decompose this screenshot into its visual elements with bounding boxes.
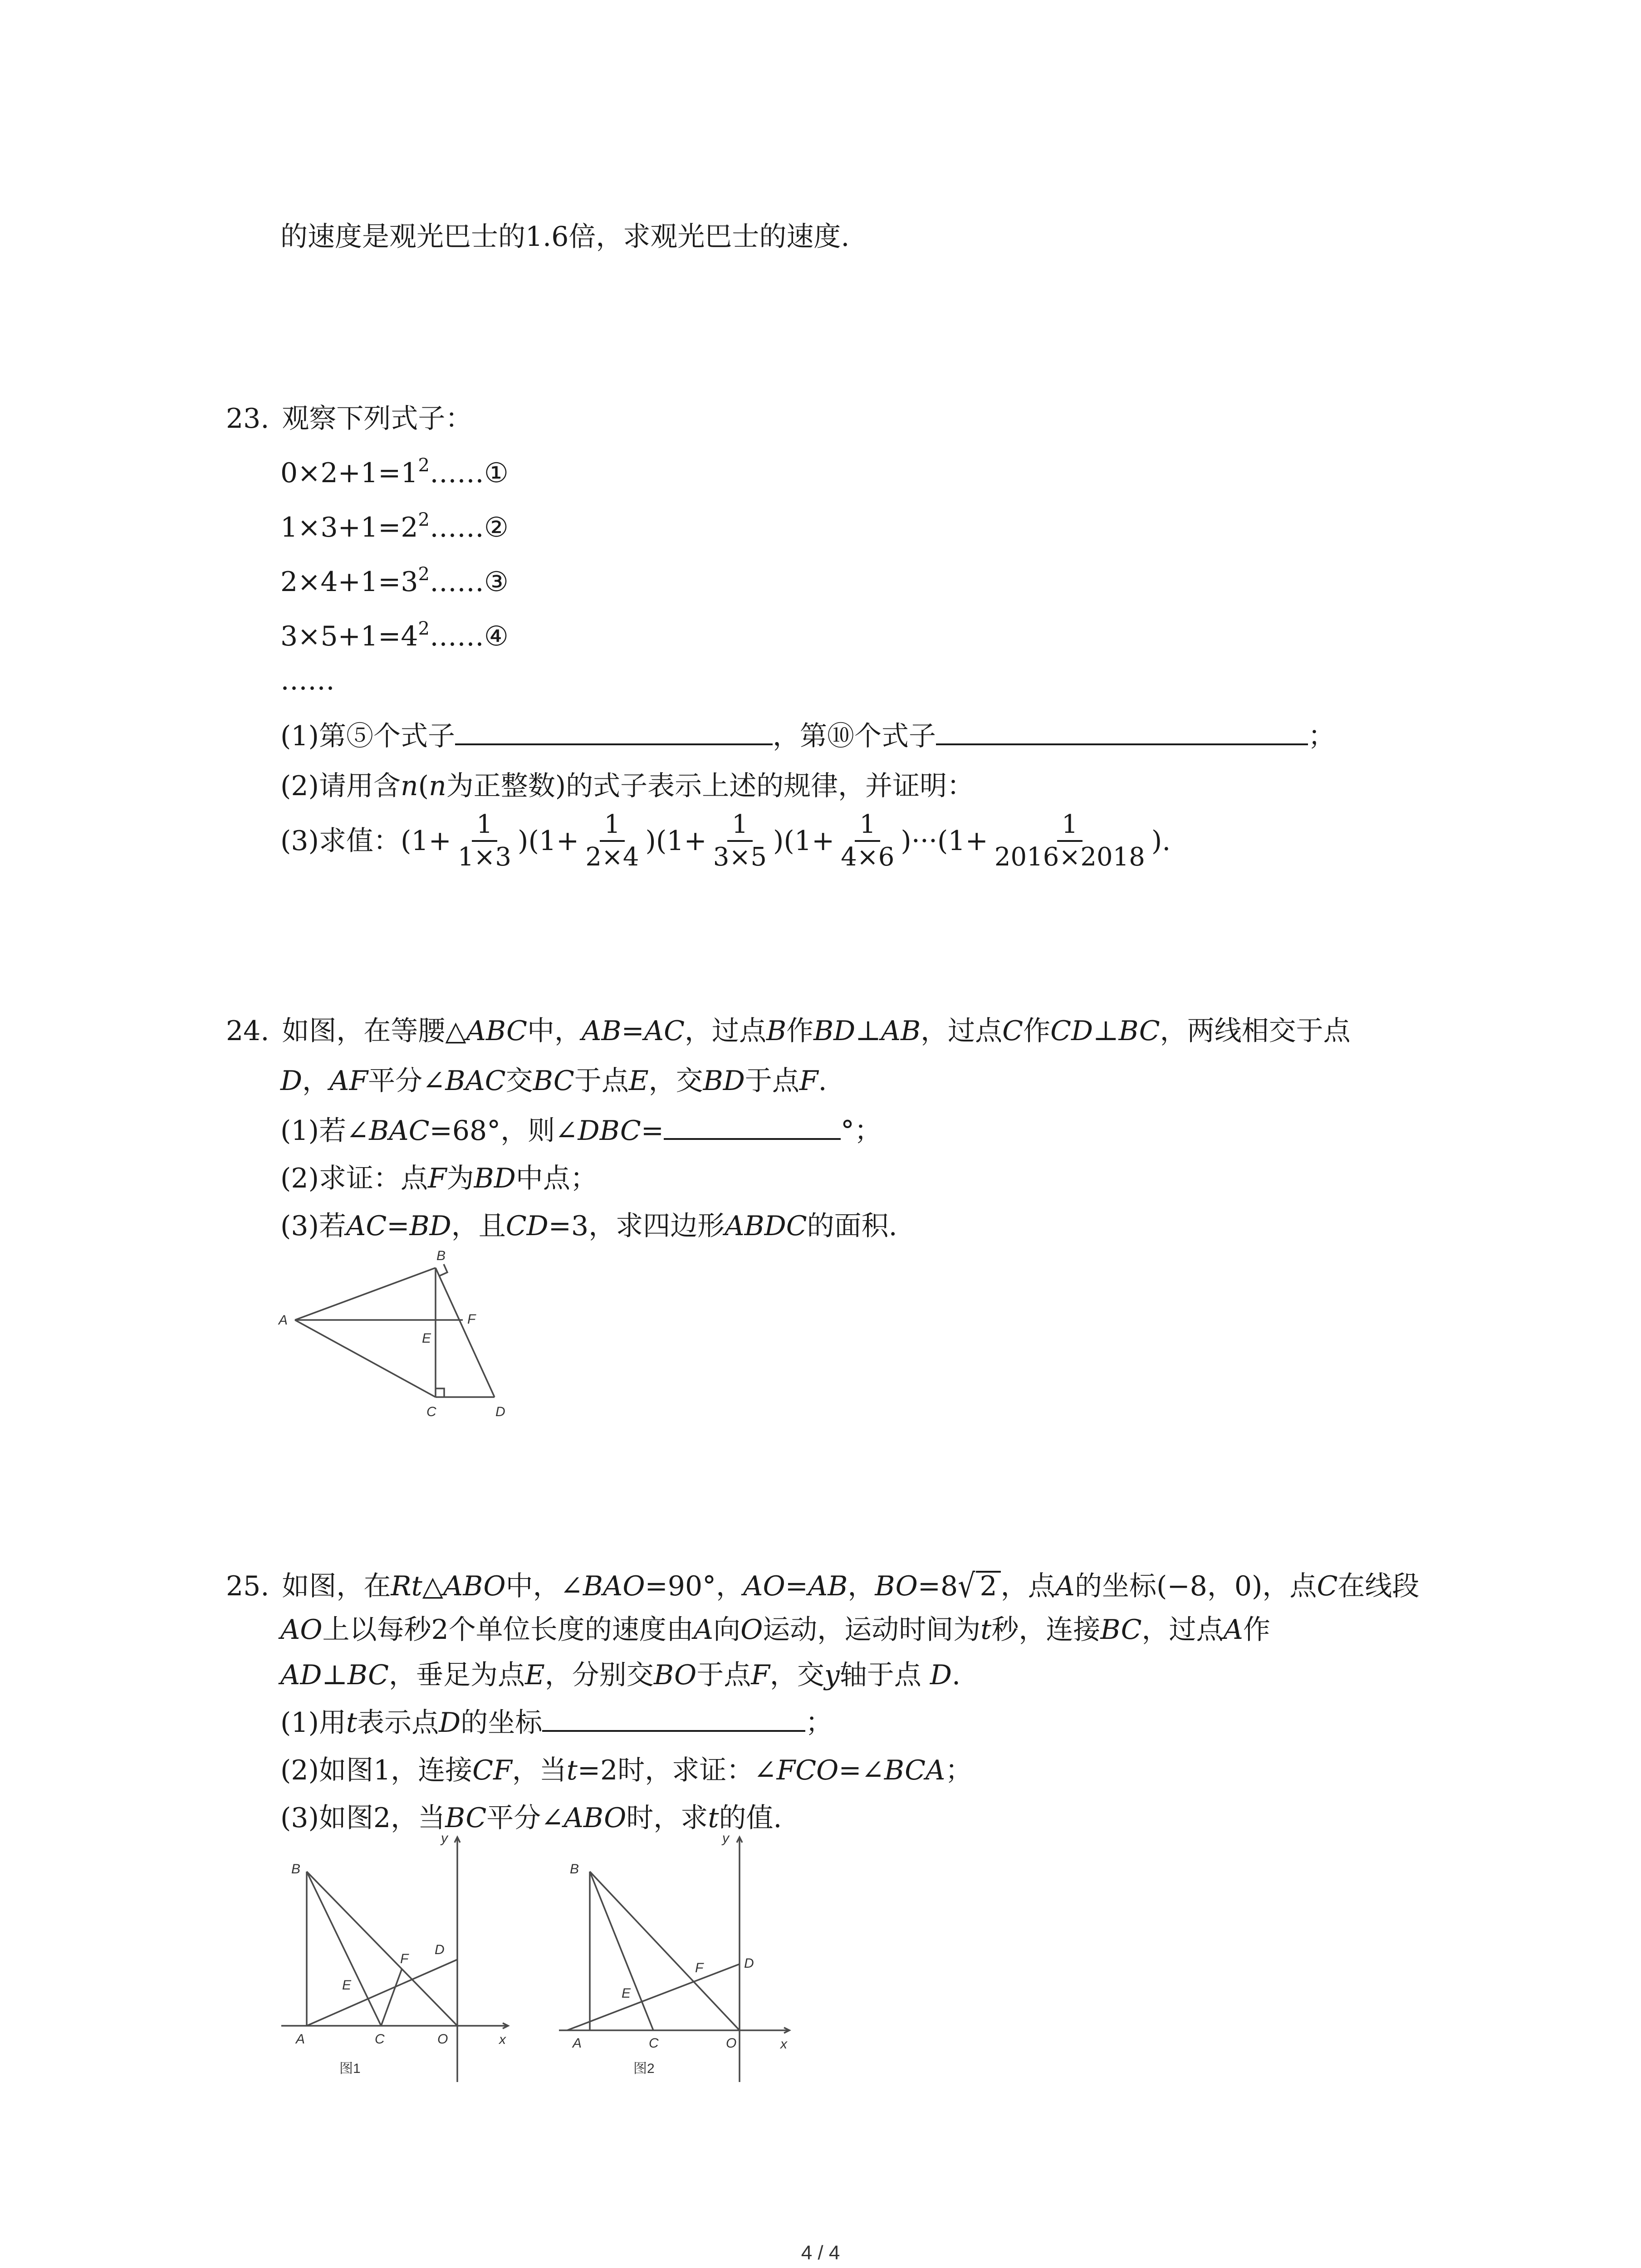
fraction-2: $\frac{1}{2\times 4}$ <box>585 810 639 872</box>
right-angle-mark-C <box>436 1388 444 1397</box>
fig2-label-x: x <box>780 2037 787 2052</box>
q23-part3: (3)求值： (1+ $\frac{1}{1\times 3}$ )(1+ $\frac{1}{2\times 4}$ )(1+ $\frac{1}{3\times 5}$ )(1+ $\frac{1}{4\times 6}$ )···(1+ $\frac{1}{2016\times 2018}$ ). <box>280 810 1171 872</box>
fig2-label-A: A <box>573 2036 582 2051</box>
fraction-3: $\frac{1}{3\times 5}$ <box>713 810 767 872</box>
label-D: D <box>495 1404 505 1419</box>
segment-BC <box>590 1872 653 2030</box>
q25-figure-1 <box>272 1828 526 2082</box>
q24-line2: D，AF平分∠BAC交BC于点E，交BD于点F. <box>280 1065 827 1097</box>
q24-part2: (2)求证：点F为BD中点； <box>280 1163 598 1194</box>
fraction-5: $\frac{1}{2016\times 2018}$ <box>994 810 1145 872</box>
q23-eq4: $3\times 5+1=4^2\dots\dots ④$ <box>280 618 509 652</box>
q23-ellipsis: …… <box>280 665 335 696</box>
q25-line2: AO上以每秒2个单位长度的速度由A向O运动，运动时间为t秒，连接BC，过点A作 <box>280 1614 1270 1646</box>
label-B: B <box>436 1248 446 1263</box>
fig2-label-O: O <box>726 2036 737 2051</box>
segment-AB <box>295 1268 436 1320</box>
q25-part3: (3)如图2，当BC平分∠ABO时，求t的值. <box>280 1802 782 1834</box>
fig1-label-x: x <box>499 2032 506 2047</box>
q24-part3: (3)若AC=BD，且CD=3，求四边形ABDC的面积. <box>280 1210 897 1242</box>
right-angle-mark-B <box>439 1264 447 1276</box>
segment-BO <box>590 1872 740 2030</box>
fig1-label-y: y <box>441 1831 448 1846</box>
q23-title: 观察下列式子： <box>282 403 473 435</box>
q24-figure <box>272 1247 526 1429</box>
q23-answer-blank-10[interactable] <box>936 725 1308 745</box>
fig1-label-A: A <box>296 2032 305 2047</box>
q23-eq1: $0\times 2+1=1^2\dots\dots ①$ <box>280 455 509 489</box>
fig2-label-y: y <box>722 1831 729 1846</box>
fig2-label-C: C <box>649 2036 659 2051</box>
fig1-label-E: E <box>342 1978 352 1993</box>
segment-AD <box>567 1964 740 2030</box>
q25-line3: AD⊥BC，垂足为点E，分别交BO于点F，交y轴于点 D. <box>280 1659 961 1691</box>
fraction-1: $\frac{1}{1\times 3}$ <box>457 810 512 872</box>
fig1-caption: 图1 <box>339 2061 361 2076</box>
q25-line1: 25. 如图，在Rt△ABO中，∠BAO=90°，AO=AB，BO=8√ 2 ，点A的坐标(−8，0)，点C在线段 <box>226 1567 1420 1605</box>
q23-number: 23. <box>226 403 269 435</box>
page-number: 4 / 4 <box>801 2242 840 2264</box>
q24-answer-blank[interactable] <box>664 1120 841 1140</box>
fig1-label-F: F <box>400 1951 409 1966</box>
segment-CF <box>381 1969 402 2026</box>
fig1-label-D: D <box>435 1942 445 1957</box>
q24-part1: (1)若∠BAC=68°，则∠DBC= °； <box>280 1115 882 1147</box>
intro-text: 的速度是观光巴士的1.6倍，求观光巴士的速度. <box>280 221 850 253</box>
fig2-label-D: D <box>744 1956 754 1971</box>
fig2-caption: 图2 <box>633 2061 655 2076</box>
label-E: E <box>422 1331 431 1346</box>
fig2-label-F: F <box>695 1960 704 1975</box>
q23-part2: (2)请用含n(n为正整数)的式子表示上述的规律，并证明： <box>280 770 975 802</box>
segment-AC <box>295 1320 436 1397</box>
q23-eq3: $2\times 4+1=3^2\dots\dots ③$ <box>280 564 509 598</box>
fig1-label-O: O <box>437 2032 448 2047</box>
segment-BC <box>307 1872 381 2026</box>
q25-answer-blank[interactable] <box>542 1712 805 1732</box>
q25-part1: (1)用t表示点D的坐标 ； <box>280 1707 833 1739</box>
q23-eq2: $1\times 3+1=2^2\dots\dots ②$ <box>280 509 509 543</box>
segment-AD <box>307 1960 457 2026</box>
fig1-label-B: B <box>291 1862 301 1877</box>
q23-part1: (1)第⑤个式子 ，第⑩个式子 ； <box>280 720 1335 752</box>
segment-BD <box>436 1268 495 1397</box>
q23-answer-blank-5[interactable] <box>455 725 773 745</box>
fig2-label-E: E <box>622 1986 631 2001</box>
q25-figure-2 <box>554 1828 808 2082</box>
fraction-4: $\frac{1}{4\times 6}$ <box>841 810 895 872</box>
label-A: A <box>279 1313 288 1328</box>
q24-line1: 24. 如图，在等腰△ABC中，AB=AC，过点B作BD⊥AB，过点C作CD⊥BC，两线相交于点 <box>226 1015 1351 1047</box>
fig2-label-B: B <box>570 1862 579 1877</box>
q25-part2: (2)如图1，连接CF，当t=2时，求证：∠FCO=∠BCA； <box>280 1755 973 1786</box>
label-F: F <box>467 1312 476 1327</box>
label-C: C <box>426 1404 436 1419</box>
fig1-label-C: C <box>375 2032 385 2047</box>
q23-header <box>226 403 473 435</box>
